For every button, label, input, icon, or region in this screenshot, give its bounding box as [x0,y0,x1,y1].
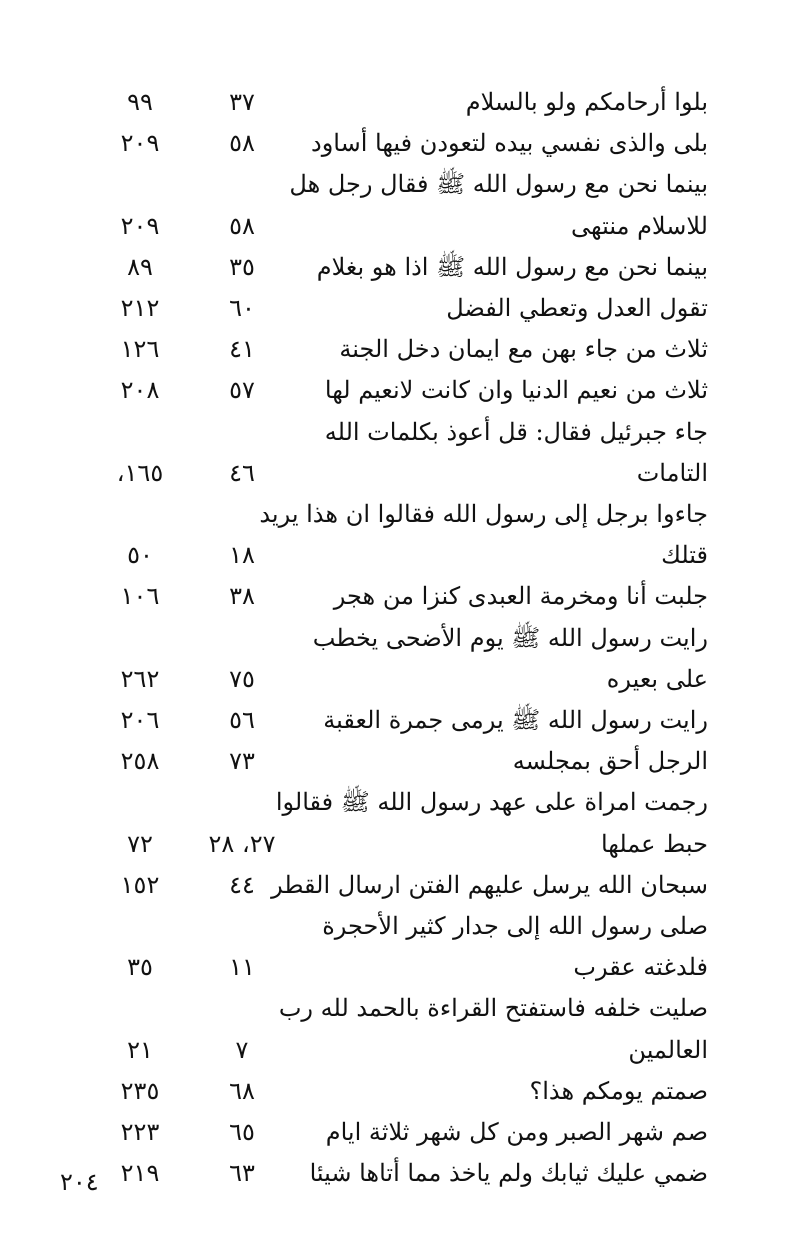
hadith-text: صليت خلفه فاستفتح القراءة بالحمد لله رب [278,994,708,1023]
hadith-text: جاءوا برجل إلى رسول الله فقالوا ان هذا يريد [259,500,708,528]
hadith-text: جاء جبرئيل فقال: قل أعوذ بكلمات الله [324,417,708,446]
hadith-number: ٥٨ [229,211,255,240]
index-row [0,824,786,864]
page-reference: ٧٢ [127,829,153,858]
index-row [0,288,786,328]
hadith-number: ٣٧ [229,88,255,116]
index-row [0,370,786,410]
index-row [0,1030,786,1070]
hadith-text: للاسلام منتهى [571,211,708,240]
page-reference: ٢٠٩ [120,129,160,158]
page-reference: ٢١٢ [120,294,160,322]
hadith-text: الرجل أحق بمجلسه [512,747,708,776]
hadith-text: رجمت امراة على عهد رسول الله ﷺ فقالوا [275,788,708,817]
page-reference: ١٦٥، [116,458,164,487]
page-reference: ١٥٢ [120,870,160,899]
page-reference: ١٢٦ [120,335,160,364]
hadith-number: ٤٦ [229,458,255,487]
hadith-number: ٧ [235,1035,249,1064]
hadith-text: قتلك [661,541,708,570]
hadith-number: ٢٧، ٢٨ [208,829,276,858]
page-reference: ١٠٦ [120,582,160,611]
hadith-text: فلدغته عقرب [573,953,708,982]
hadith-text: التامات [636,458,708,487]
index-row [0,412,786,452]
hadith-text: على بعيره [606,664,708,693]
hadith-text: العالمين [628,1035,708,1064]
hadith-number: ٥٦ [229,706,255,734]
page-reference: ٢١ [127,1035,153,1064]
index-row [0,329,786,369]
index-row [0,494,786,534]
hadith-text: صم شهر الصبر ومن كل شهر ثلاثة ايام [325,1118,708,1146]
page-reference: ٢٠٨ [120,376,160,405]
index-row [0,164,786,204]
hadith-text: بينما نحن مع رسول الله ﷺ فقال رجل هل [289,170,708,199]
hadith-text: بينما نحن مع رسول الله ﷺ اذا هو بغلام [316,252,708,281]
index-row [0,1071,786,1111]
index-row [0,123,786,163]
index-row [0,82,786,122]
hadith-number: ٧٥ [229,664,255,693]
page-reference: ٩٩ [127,88,153,116]
hadith-number: ٦٠ [229,294,255,322]
index-row [0,453,786,493]
page-reference: ٢٦٢ [120,664,160,693]
index-row [0,700,786,740]
hadith-text: جلبت أنا ومخرمة العبدى كنزا من هجر [333,582,708,611]
hadith-text: صمتم يومكم هذا؟ [529,1076,708,1105]
hadith-text: بلى والذى نفسي بيده لتعودن فيها أساود [311,129,708,158]
page-reference: ٣٥ [127,953,153,982]
index-row [0,247,786,287]
hadith-text: بلوا أرحامكم ولو بالسلام [465,88,708,116]
index-row [0,906,786,946]
page-reference: ٨٩ [127,252,153,281]
index-row [0,535,786,575]
hadith-number: ٧٣ [229,747,255,776]
hadith-number: ١٨ [229,541,255,570]
index-row [0,865,786,905]
hadith-number: ٤٤ [229,870,255,899]
index-row [0,741,786,781]
hadith-number: ١١ [229,953,255,982]
hadith-text: رايت رسول الله ﷺ يرمى جمرة العقبة [323,706,708,734]
hadith-number: ٣٨ [229,582,255,611]
index-row [0,659,786,699]
page-reference: ٢٠٦ [120,706,160,734]
hadith-text: ضمي عليك ثيابك ولم ياخذ مما أتاها شيئا [309,1159,708,1188]
hadith-text: رايت رسول الله ﷺ يوم الأضحى يخطب [312,623,708,652]
index-row [0,206,786,246]
index-row [0,947,786,987]
hadith-number: ٤١ [229,335,255,364]
hadith-text: سبحان الله يرسل عليهم الفتن ارسال القطر [271,870,708,899]
page-reference: ٢٣٥ [120,1076,160,1105]
hadith-number: ٦٨ [229,1076,255,1105]
hadith-number: ٥٧ [229,376,255,405]
index-row [0,988,786,1028]
hadith-number: ٦٣ [229,1159,255,1188]
index-row [0,1112,786,1152]
page-reference: ٢٢٣ [120,1118,160,1146]
hadith-text: حبط عملها [600,829,708,858]
index-row [0,576,786,616]
page-reference: ٥٠ [127,541,153,570]
hadith-number: ٣٥ [229,252,255,281]
hadith-text: صلى رسول الله إلى جدار كثير الأحجرة [322,912,708,940]
hadith-text: ثلاث من نعيم الدنيا وان كانت لانعيم لها [324,376,708,405]
index-row [0,782,786,822]
page-number: ٢٠٤ [60,1168,99,1196]
page-reference: ٢١٩ [120,1159,160,1188]
index-row [0,1153,786,1193]
index-row [0,618,786,658]
page-reference: ٢٠٩ [120,211,160,240]
hadith-number: ٦٥ [229,1118,255,1146]
page-reference: ٢٥٨ [120,747,160,776]
hadith-number: ٥٨ [229,129,255,158]
hadith-text: ثلاث من جاء بهن مع ايمان دخل الجنة [339,335,708,364]
hadith-text: تقول العدل وتعطي الفضل [446,294,708,322]
